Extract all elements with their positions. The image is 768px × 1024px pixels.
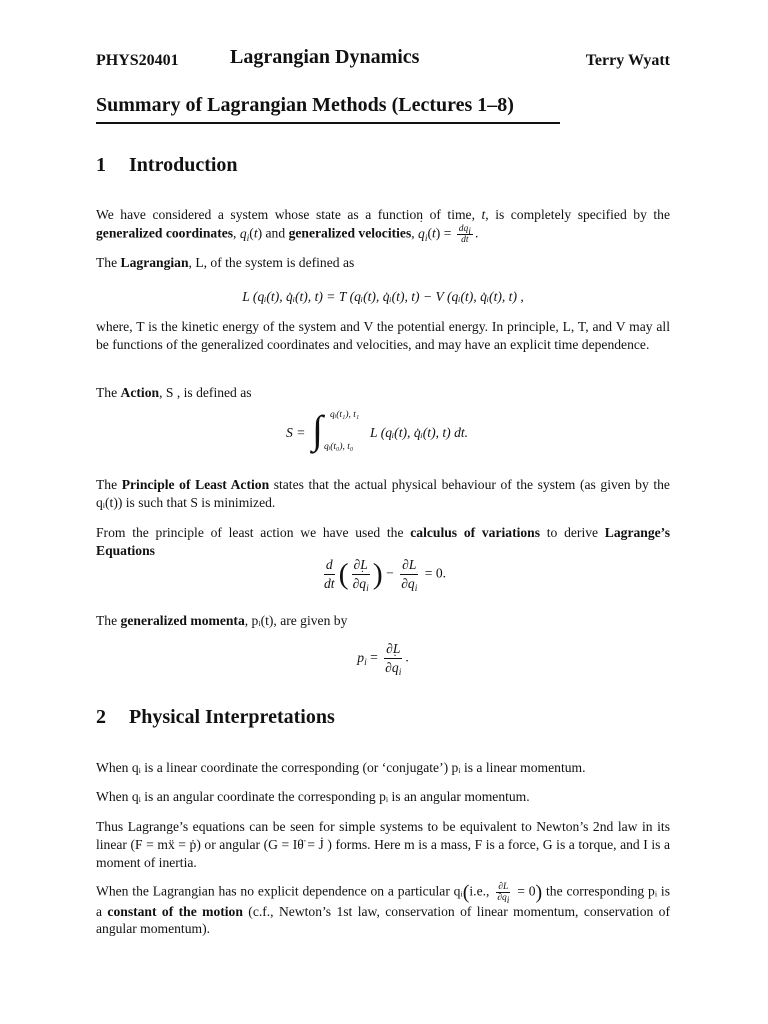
- section-heading-physical-interpretations: [96, 708, 335, 726]
- paragraph-constant-motion: When the Lagrangian has no explicit dependence on a particular qᵢ(i.e., $\frac{\partial L}{\partial q_i}$ = 0) the corresponding pᵢ is a constant of the motion (c.f., Newton’s 1st law, conservation of linear momentum, conservation of angular momentum).: [96, 881, 670, 936]
- term-calculus-of-variations: calculus of variations: [410, 525, 541, 540]
- term-generalized-coordinates: generalized coordinates: [96, 225, 234, 241]
- paragraph-newton-equivalence: Thus Lagrange’s equations can be seen for simple systems to be equivalent to Newton’s 2nd law in its linear (F = mẍ = ṗ) or angular (G = Iθ̈ = J̇ ) forms. Here m is a mass, F is a force, G is a torque, and I is a moment of inertia.: [96, 819, 670, 870]
- equation-lagrangian: L (qᵢ(t), q̇ᵢ(t), t) = T (qᵢ(t), q̇ᵢ(t), t) − V (qᵢ(t), q̇ᵢ(t), t) ,: [242, 289, 524, 304]
- title-underline: [96, 122, 560, 124]
- term-lagrangian: Lagrangian: [120, 255, 189, 270]
- equation-momenta: $p_i$ = $\frac{\partial L}{\partial q ˙_i}$ .: [96, 640, 670, 677]
- paragraph-least-action: The Principle of Least Action states that the actual physical behaviour of the system (as given by the qᵢ(t)) is such that S is minimized.: [96, 477, 670, 510]
- equation-lagrange: $\frac{d}{dt}$ ( $\frac{\partial L}{\partial q ˙_i}$ ) − $\frac{\partial L}{\partial q_i}$ = 0.: [96, 556, 670, 593]
- course-code: PHYS20401: [96, 52, 179, 69]
- integral-upper-limit: qᵢ(t₁), t₁: [330, 410, 360, 420]
- section-title: Physical Interpretations: [129, 706, 335, 728]
- paragraph-state-definition: We have considered a system whose state as a function of time, t, is completely specified by the generalized coordinates, $q_i(t)$ and generalized velocities, q $˙_i(t)$ = $\frac{dq_i}{dt}$ .: [96, 206, 670, 245]
- section-title: Introduction: [129, 154, 238, 176]
- term-lagranges-equations: Lagrange’s Equations: [96, 525, 670, 558]
- paragraph-angular-coordinate: When qᵢ is an angular coordinate the corresponding pᵢ is an angular momentum.: [96, 789, 530, 804]
- course-title: Lagrangian Dynamics: [230, 46, 420, 68]
- term-generalized-velocities: generalized velocities: [288, 225, 412, 241]
- term-generalized-momenta: generalized momenta: [120, 613, 245, 628]
- integral-lower-limit: qᵢ(t₀), t₀: [324, 442, 354, 452]
- paragraph-kinetic-potential: where, T is the kinetic energy of the system and V the potential energy. In principle, L, T, and V may all be functions of the generalized coordinates and velocities, and may have an explicit time dependence.: [96, 319, 670, 352]
- section-number: 1: [96, 154, 106, 176]
- integral-sign: ∫: [312, 407, 323, 452]
- term-action: Action: [120, 385, 160, 400]
- document-title: Summary of Lagrangian Methods (Lectures 1–8): [96, 94, 514, 116]
- paragraph-calculus-variations: From the principle of least action we have used the calculus of variations to derive Lagrange’s Equations: [96, 525, 670, 558]
- author-name: Terry Wyatt: [585, 52, 670, 69]
- paragraph-lagrangian-definition: The Lagrangian, L, of the system is defined as: [96, 255, 355, 270]
- running-header: [96, 48, 670, 74]
- section-number: 2: [96, 706, 106, 728]
- term-principle-least-action: Principle of Least Action: [121, 477, 270, 492]
- dq-dt-fraction: $\frac{dq_i}{dt}$: [458, 224, 471, 245]
- equation-action: [96, 408, 670, 456]
- paragraph-linear-coordinate: When qᵢ is a linear coordinate the corresponding (or ‘conjugate’) pᵢ is a linear momentum.: [96, 760, 586, 775]
- action-lhs: S =: [286, 425, 306, 440]
- term-constant-of-motion: constant of the motion: [107, 904, 243, 919]
- paragraph-action-definition: The Action, S , is defined as: [96, 385, 252, 400]
- lagrange-rhs: = 0.: [424, 565, 447, 581]
- action-rhs: L (qᵢ(t), q̇ᵢ(t), t) dt.: [370, 425, 469, 440]
- paragraph-generalized-momenta: The generalized momenta, pᵢ(t), are given by: [96, 613, 348, 628]
- section-heading-introduction: [96, 156, 238, 174]
